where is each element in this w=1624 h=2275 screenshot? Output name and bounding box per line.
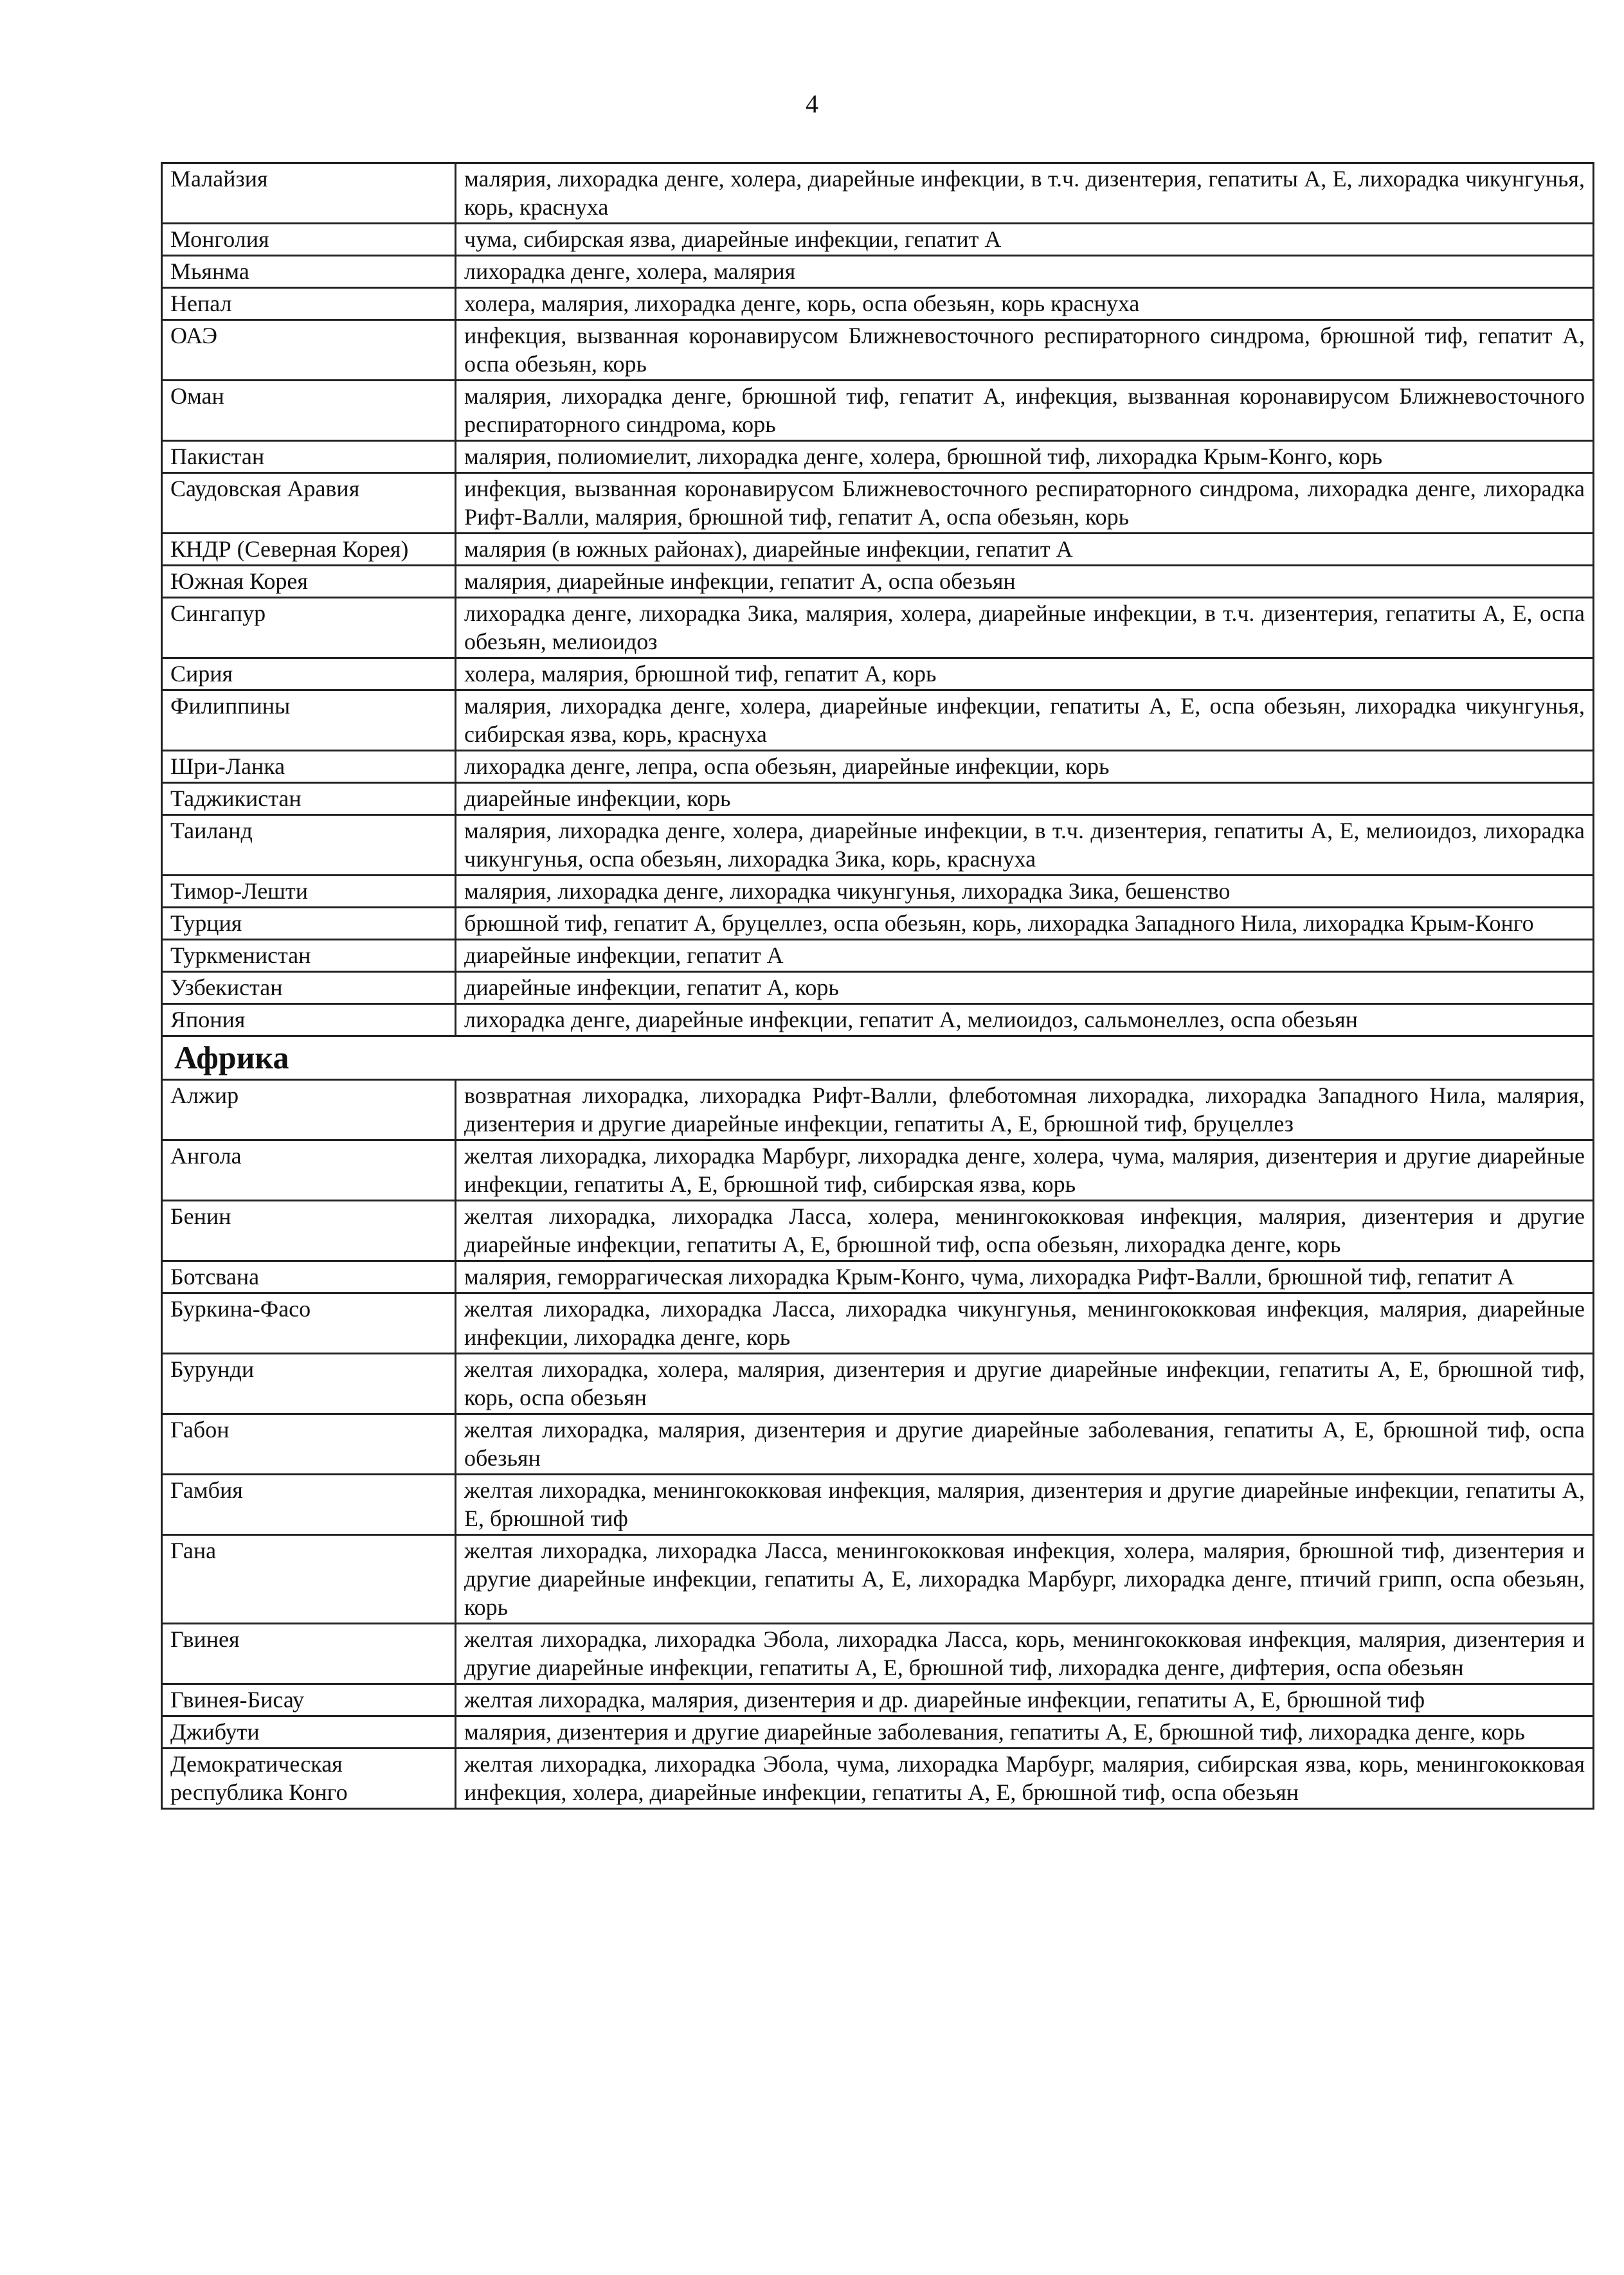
table-row [162,1535,1594,1624]
country-cell: Пакистан [162,441,456,473]
table-row [162,1140,1594,1201]
diseases-cell: малярия, геморрагическая лихорадка Крым-Конго, чума, лихорадка Рифт-Валли, брюшной тиф, гепатит А [456,1261,1594,1293]
country-cell: Бенин [162,1201,456,1261]
diseases-cell: малярия, лихорадка денге, холера, диарейные инфекции, гепатиты А, Е, оспа обезьян, лихорадка чикунгунья, сибирская язва, корь, краснуха [456,690,1594,751]
diseases-cell: диарейные инфекции, корь [456,783,1594,815]
table-row [162,1201,1594,1261]
diseases-cell: инфекция, вызванная коронавирусом Ближневосточного респираторного синдрома, брюшной тиф, гепатит А, оспа обезьян, корь [456,320,1594,381]
table-row [162,1354,1594,1414]
diseases-cell: малярия, диарейные инфекции, гепатит А, оспа обезьян [456,566,1594,598]
table-row [162,1414,1594,1475]
diseases-cell: диарейные инфекции, гепатит А, корь [456,972,1594,1004]
diseases-cell: малярия, дизентерия и другие диарейные заболевания, гепатиты А, Е, брюшной тиф, лихорадка денге, корь [456,1716,1594,1749]
country-cell: Монголия [162,224,456,256]
table-row [162,1293,1594,1354]
table-row [162,1684,1594,1716]
region-heading-africa: Африка [162,1036,1594,1080]
diseases-cell: желтая лихорадка, лихорадка Ласса, лихорадка чикунгунья, менингококковая инфекция, малярия, диарейные инфекции, лихорадка денге, корь [456,1293,1594,1354]
country-cell: Сирия [162,658,456,690]
diseases-cell: брюшной тиф, гепатит А, бруцеллез, оспа обезьян, корь, лихорадка Западного Нила, лихорадка Крым-Конго [456,908,1594,940]
region-heading-row [162,1036,1594,1080]
table-row [162,1624,1594,1684]
table-row [162,1080,1594,1140]
table-row [162,566,1594,598]
country-cell: Ангола [162,1140,456,1201]
country-cell: Сингапур [162,598,456,658]
country-cell: Джибути [162,1716,456,1749]
table-row [162,876,1594,908]
diseases-cell: чума, сибирская язва, диарейные инфекции, гепатит А [456,224,1594,256]
table-row [162,224,1594,256]
country-cell: Оман [162,381,456,441]
country-cell: Тимор-Лешти [162,876,456,908]
table-row [162,441,1594,473]
diseases-cell: лихорадка денге, лихорадка Зика, малярия, холера, диарейные инфекции, в т.ч. дизентерия, гепатиты А, Е, оспа обезьян, мелиоидоз [456,598,1594,658]
country-cell: ОАЭ [162,320,456,381]
table-row [162,783,1594,815]
country-cell: Шри-Ланка [162,751,456,783]
diseases-cell: малярия, лихорадка денге, холера, диарейные инфекции, в т.ч. дизентерия, гепатиты А, Е, лихорадка чикунгунья, корь, краснуха [456,163,1594,224]
diseases-cell: лихорадка денге, лепра, оспа обезьян, диарейные инфекции, корь [456,751,1594,783]
table-row [162,163,1594,224]
table-row [162,1749,1594,1809]
country-cell: Гана [162,1535,456,1624]
country-cell: Узбекистан [162,972,456,1004]
country-cell: Алжир [162,1080,456,1140]
country-cell: Малайзия [162,163,456,224]
table-row [162,381,1594,441]
table-row [162,288,1594,320]
diseases-cell: малярия, лихорадка денге, лихорадка чикунгунья, лихорадка Зика, бешенство [456,876,1594,908]
table-row [162,534,1594,566]
country-cell: Саудовская Аравия [162,473,456,534]
diseases-cell: желтая лихорадка, малярия, дизентерия и другие диарейные заболевания, гепатиты А, Е, брюшной тиф, оспа обезьян [456,1414,1594,1475]
disease-table-body [162,163,1594,1809]
table-row [162,690,1594,751]
table-row [162,751,1594,783]
disease-table [161,162,1594,1810]
diseases-cell: холера, малярия, брюшной тиф, гепатит А, корь [456,658,1594,690]
diseases-cell: желтая лихорадка, холера, малярия, дизентерия и другие диарейные инфекции, гепатиты А, Е, брюшной тиф, корь, оспа обезьян [456,1354,1594,1414]
country-cell: Гвинея-Бисау [162,1684,456,1716]
diseases-cell: лихорадка денге, холера, малярия [456,256,1594,288]
diseases-cell: лихорадка денге, диарейные инфекции, гепатит А, мелиоидоз, сальмонеллез, оспа обезьян [456,1004,1594,1036]
table-row [162,1716,1594,1749]
table-row [162,1261,1594,1293]
table-row [162,972,1594,1004]
country-cell: КНДР (Северная Корея) [162,534,456,566]
page-number: 4 [806,89,818,118]
country-cell: Япония [162,1004,456,1036]
table-row [162,1004,1594,1036]
diseases-cell: желтая лихорадка, менингококковая инфекция, малярия, дизентерия и другие диарейные инфекции, гепатиты А, Е, брюшной тиф [456,1475,1594,1535]
country-cell: Мьянма [162,256,456,288]
country-cell: Турция [162,908,456,940]
country-cell: Непал [162,288,456,320]
table-row [162,256,1594,288]
diseases-cell: малярия, полиомиелит, лихорадка денге, холера, брюшной тиф, лихорадка Крым-Конго, корь [456,441,1594,473]
diseases-cell: желтая лихорадка, малярия, дизентерия и др. диарейные инфекции, гепатиты А, Е, брюшной тиф [456,1684,1594,1716]
diseases-cell: диарейные инфекции, гепатит А [456,940,1594,972]
diseases-cell: желтая лихорадка, лихорадка Эбола, лихорадка Ласса, корь, менингококковая инфекция, малярия, дизентерия и другие диарейные инфекции, гепатиты А, Е, брюшной тиф, лихорадка денге, дифтерия, оспа обезьян [456,1624,1594,1684]
country-cell: Буркина-Фасо [162,1293,456,1354]
diseases-cell: малярия, лихорадка денге, брюшной тиф, гепатит А, инфекция, вызванная коронавирусом Ближневосточного респираторного синдрома, корь [456,381,1594,441]
country-cell: Таиланд [162,815,456,876]
country-cell: Гвинея [162,1624,456,1684]
table-row [162,473,1594,534]
table-row [162,320,1594,381]
country-cell: Южная Корея [162,566,456,598]
country-cell: Ботсвана [162,1261,456,1293]
country-cell: Филиппины [162,690,456,751]
country-cell: Туркменистан [162,940,456,972]
table-row [162,908,1594,940]
diseases-cell: желтая лихорадка, лихорадка Ласса, холера, менингококковая инфекция, малярия, дизентерия и другие диарейные инфекции, гепатиты А, Е, брюшной тиф, оспа обезьян, лихорадка денге, корь [456,1201,1594,1261]
table-row [162,658,1594,690]
diseases-cell: желтая лихорадка, лихорадка Ласса, менингококковая инфекция, холера, малярия, брюшной тиф, дизентерия и другие диарейные инфекции, гепатиты А, Е, лихорадка Марбург, лихорадка денге, птичий грипп, оспа обезьян, корь [456,1535,1594,1624]
diseases-cell: малярия (в южных районах), диарейные инфекции, гепатит А [456,534,1594,566]
table-row [162,940,1594,972]
country-cell: Гамбия [162,1475,456,1535]
country-cell: Габон [162,1414,456,1475]
table-row [162,598,1594,658]
diseases-cell: малярия, лихорадка денге, холера, диарейные инфекции, в т.ч. дизентерия, гепатиты А, Е, мелиоидоз, лихорадка чикунгунья, оспа обезьян, лихорадка Зика, корь, краснуха [456,815,1594,876]
table-row [162,815,1594,876]
country-cell: Бурунди [162,1354,456,1414]
diseases-cell: холера, малярия, лихорадка денге, корь, оспа обезьян, корь краснуха [456,288,1594,320]
diseases-cell: инфекция, вызванная коронавирусом Ближневосточного респираторного синдрома, лихорадка денге, лихорадка Рифт-Валли, малярия, брюшной тиф, гепатит А, оспа обезьян, корь [456,473,1594,534]
diseases-cell: желтая лихорадка, лихорадка Эбола, чума, лихорадка Марбург, малярия, сибирская язва, корь, менингококковая инфекция, холера, диарейные инфекции, гепатиты А, Е, брюшной тиф, оспа обезьян [456,1749,1594,1809]
diseases-cell: желтая лихорадка, лихорадка Марбург, лихорадка денге, холера, чума, малярия, дизентерия и другие диарейные инфекции, гепатиты А, Е, брюшной тиф, сибирская язва, корь [456,1140,1594,1201]
table-row [162,1475,1594,1535]
diseases-cell: возвратная лихорадка, лихорадка Рифт-Валли, флеботомная лихорадка, лихорадка Западного Нила, малярия, дизентерия и другие диарейные инфекции, гепатиты А, Е, брюшной тиф, бруцеллез [456,1080,1594,1140]
country-cell: Демократическая республика Конго [162,1749,456,1809]
country-cell: Таджикистан [162,783,456,815]
